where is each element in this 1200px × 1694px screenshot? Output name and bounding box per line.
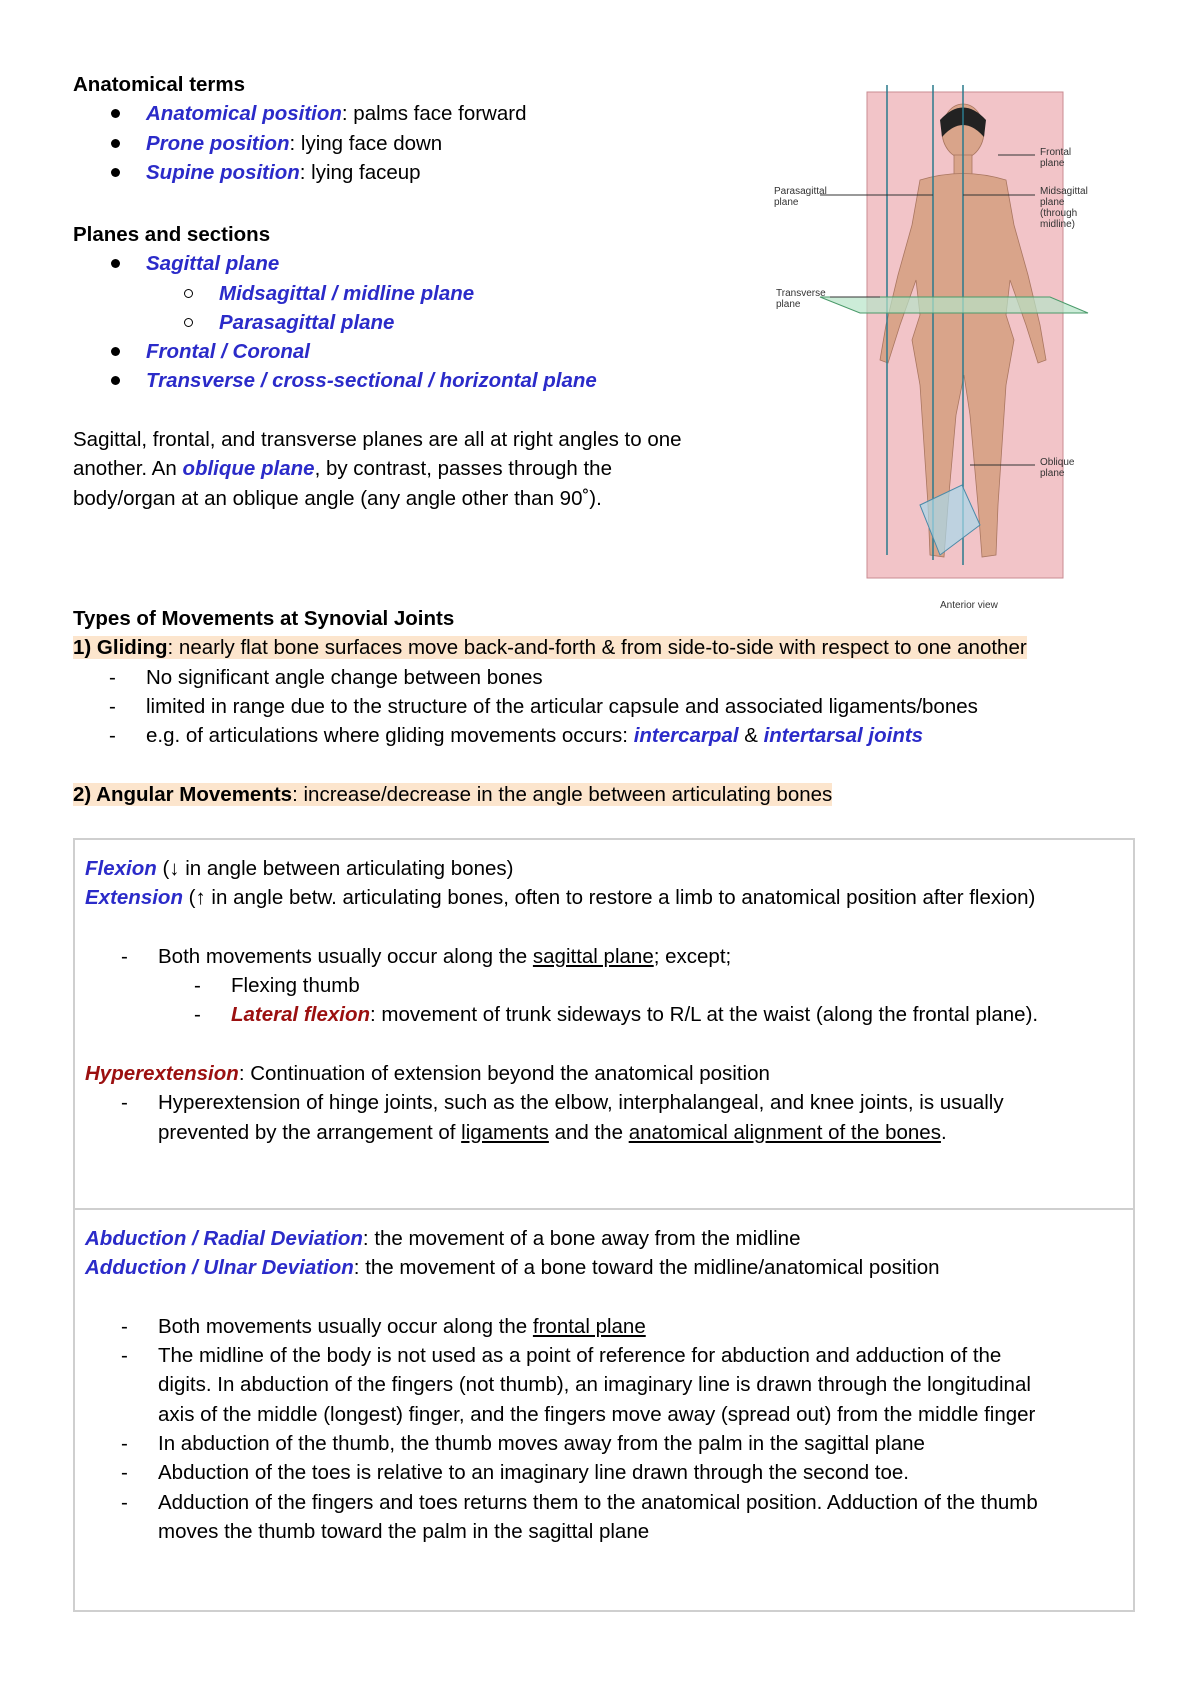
bullet-icon — [111, 139, 120, 148]
label-transverse-plane: Transverse plane — [776, 288, 826, 310]
dash-icon: - — [121, 1314, 128, 1338]
term-oblique-plane: oblique plane — [182, 457, 315, 481]
list-item — [85, 971, 1038, 1000]
planes-paragraph-line: body/organ at an oblique angle (any angle other than 90˚). — [73, 486, 602, 510]
dash-icon: - — [121, 1091, 128, 1115]
list-item — [85, 1341, 1038, 1370]
term-abduction: Abduction / Radial Deviation — [85, 1227, 363, 1250]
planes-paragraph-line — [73, 454, 682, 483]
term-anatomical-position: Anatomical position — [146, 102, 342, 126]
bullet-icon — [111, 347, 120, 356]
anatomical-terms-section — [73, 70, 526, 187]
abduction-line — [85, 1224, 1038, 1253]
text: Abduction of the toes is relative to an imaginary line drawn through the second toe. — [158, 1461, 909, 1485]
text: frontal plane — [532, 1314, 646, 1338]
text: : the movement of a bone toward the midline/anatomical position — [353, 1256, 940, 1280]
list-item-continued: digits. In abduction of the fingers (not thumb), an imaginary line is drawn through the longitudinal — [158, 1373, 1031, 1397]
list-item — [85, 1458, 1038, 1487]
movements-heading: Types of Movements at Synovial Joints — [73, 607, 455, 630]
term-extension: Extension — [85, 886, 183, 910]
term-intercarpal: intercarpal — [633, 724, 739, 748]
list-item — [73, 249, 682, 278]
dash-icon: - — [121, 1344, 128, 1368]
term-sagittal-plane: Sagittal plane — [146, 252, 280, 276]
text: ; except; — [653, 944, 732, 968]
gliding-heading — [73, 633, 1027, 662]
list-item — [73, 158, 526, 187]
dash-icon: - — [109, 724, 116, 748]
term-flexion: Flexion — [85, 857, 157, 880]
angular-desc: : increase/decrease in the angle between articulating bones — [292, 782, 833, 806]
text: Hyperextension of hinge joints, such as the elbow, interphalangeal, and knee joints, is usually — [158, 1091, 1004, 1115]
text: ligaments — [461, 1120, 549, 1144]
text: . — [940, 1120, 947, 1144]
text: : Continuation of extension beyond the anatomical position — [238, 1062, 770, 1086]
term-hyperextension: Hyperextension — [85, 1062, 239, 1086]
adduction-line — [85, 1253, 1038, 1282]
list-item-continued: axis of the middle (longest) finger, and the fingers move away (spread out) from the middle finger — [158, 1402, 1036, 1426]
label-parasagittal-plane: Parasagittal plane — [774, 186, 827, 208]
text: limited in range due to the structure of the articular capsule and associated ligaments/bones — [146, 694, 978, 718]
label-midsagittal-plane: Midsagittal plane (through midline) — [1040, 186, 1088, 230]
list-item — [85, 1488, 1038, 1517]
dash-icon: - — [194, 974, 201, 998]
flexion-line — [85, 854, 1038, 883]
list-item-continued — [85, 1118, 1038, 1147]
abduction-adduction-box — [73, 1208, 1135, 1612]
list-item — [73, 366, 682, 395]
text: : the movement of a bone away from the midline — [362, 1227, 801, 1250]
list-item — [85, 1312, 1038, 1341]
text: sagittal plane — [532, 944, 654, 968]
dash-icon: - — [121, 1490, 128, 1514]
figure-caption: Anterior view — [940, 600, 998, 611]
planes-paragraph-line: Sagittal, frontal, and transverse planes are all at right angles to one — [73, 428, 682, 452]
dash-icon: - — [109, 665, 116, 689]
circle-bullet-icon — [184, 289, 193, 298]
term-lateral-flexion: Lateral flexion — [231, 1003, 370, 1027]
dash-icon: - — [121, 1432, 128, 1456]
text: , by contrast, passes through the — [314, 457, 612, 481]
gliding-desc: : nearly flat bone surfaces move back-and-forth & from side-to-side with respect to one another — [167, 636, 1027, 660]
text: anatomical alignment of the bones — [628, 1120, 941, 1144]
dash-icon: - — [121, 1461, 128, 1485]
text: : movement of trunk sideways to R/L at the waist (along the frontal plane). — [370, 1003, 1039, 1027]
list-item — [73, 692, 1027, 721]
planes-illustration — [770, 85, 1146, 620]
text: In abduction of the thumb, the thumb moves away from the palm in the sagittal plane — [158, 1432, 925, 1456]
bullet-icon — [111, 109, 120, 118]
dash-icon: - — [109, 694, 116, 718]
label-oblique-plane: Oblique plane — [1040, 457, 1075, 479]
text: (↓ in angle between articulating bones) — [156, 857, 514, 880]
list-item — [73, 99, 526, 128]
list-item — [85, 1000, 1038, 1029]
text: e.g. of articulations where gliding movements occurs: — [146, 724, 634, 748]
list-item — [73, 279, 682, 308]
text: No significant angle change between bones — [146, 665, 543, 689]
list-item — [73, 129, 526, 158]
list-item — [73, 663, 1027, 692]
text: and the — [548, 1120, 629, 1144]
list-item-continued: moves the thumb toward the palm in the sagittal plane — [158, 1519, 650, 1543]
flexion-extension-box — [73, 838, 1135, 1210]
anatomical-terms-heading: Anatomical terms — [73, 73, 246, 96]
angular-heading — [73, 780, 1027, 809]
anatomical-planes-figure — [770, 85, 1146, 620]
term-adduction: Adduction / Ulnar Deviation — [85, 1256, 354, 1280]
text: prevented by the arrangement of — [158, 1120, 462, 1144]
bullet-icon — [111, 376, 120, 385]
term-intertarsal-joints: intertarsal joints — [763, 724, 924, 748]
term-supine-position: Supine position — [146, 160, 300, 184]
text: & — [738, 724, 764, 748]
extension-line — [85, 883, 1038, 912]
movements-section — [73, 604, 1027, 809]
list-item — [85, 1429, 1038, 1458]
gliding-label: 1) Gliding — [73, 636, 168, 660]
list-item — [85, 942, 1038, 971]
term-desc: : lying face down — [289, 131, 443, 155]
transverse-plane — [820, 297, 1088, 313]
text: (↑ in angle betw. articulating bones, often to restore a limb to anatomical position after flexion) — [182, 886, 1036, 910]
term-prone-position: Prone position — [146, 131, 290, 155]
bullet-icon — [111, 168, 120, 177]
angular-label: 2) Angular Movements — [73, 782, 293, 806]
text: The midline of the body is not used as a point of reference for abduction and adduction of the — [158, 1344, 1002, 1368]
text: Adduction of the fingers and toes returns them to the anatomical position. Adduction of the thumb — [158, 1490, 1038, 1514]
term-desc: : palms face forward — [341, 102, 527, 126]
circle-bullet-icon — [184, 318, 193, 327]
term-transverse-plane: Transverse / cross-sectional / horizontal plane — [146, 369, 597, 393]
bullet-icon — [111, 259, 120, 268]
dash-icon: - — [194, 1003, 201, 1027]
label-frontal-plane: Frontal plane — [1040, 147, 1072, 169]
term-desc: : lying faceup — [299, 160, 421, 184]
planes-section — [73, 220, 682, 513]
text: Both movements usually occur along the — [158, 944, 533, 968]
term-midsagittal-plane: Midsagittal / midline plane — [219, 281, 475, 305]
hyperextension-line — [85, 1059, 1038, 1088]
dash-icon: - — [121, 944, 128, 968]
list-item — [73, 337, 682, 366]
term-parasagittal-plane: Parasagittal plane — [219, 310, 395, 334]
text: another. An — [73, 457, 183, 481]
planes-heading: Planes and sections — [73, 223, 271, 246]
list-item — [85, 1088, 1038, 1117]
text: Flexing thumb — [231, 974, 360, 998]
text: Both movements usually occur along the — [158, 1314, 533, 1338]
list-item — [73, 721, 1027, 750]
list-item — [73, 308, 682, 337]
term-frontal-plane: Frontal / Coronal — [146, 340, 310, 364]
